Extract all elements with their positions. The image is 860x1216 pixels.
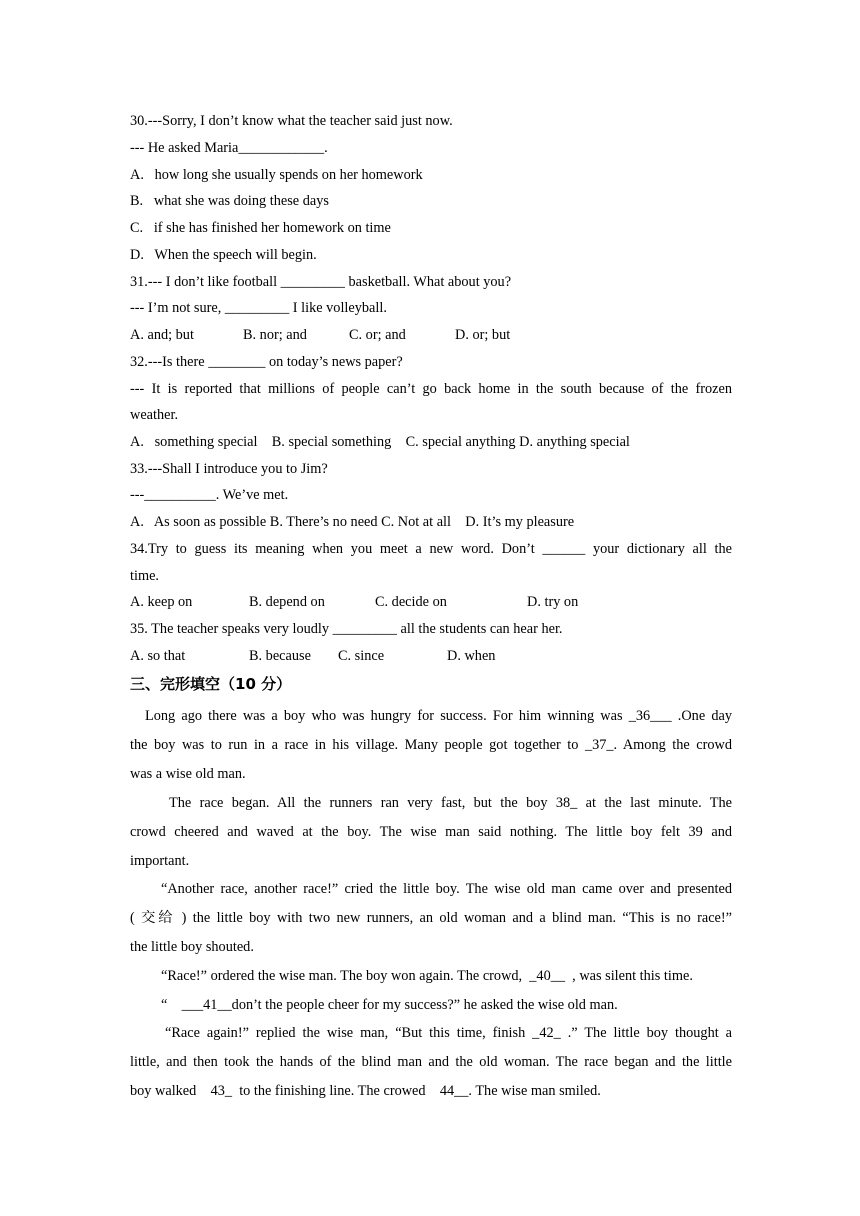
- q35-option-d: D. when: [447, 648, 496, 664]
- q30-option-c: C. if she has finished her homework on time: [130, 220, 391, 236]
- q33-reply: ---__________. We’ve met.: [130, 487, 289, 503]
- passage-line-14: boy walked 43_ to the finishing line. The crowed 44__. The wise man smiled.: [130, 1083, 601, 1099]
- q35-option-b: B. because: [249, 648, 311, 664]
- section-title-cloze: 三、完形填空（10 分）: [130, 675, 292, 693]
- passage-line-12: “Race again!” replied the wise man, “But this time, finish _42_ .” The little boy thought a: [165, 1025, 732, 1041]
- passage-line-13: little, and then took the hands of the blind man and the old woman. The race began and the little: [130, 1054, 732, 1070]
- q34-option-b: B. depend on: [249, 594, 325, 610]
- q35-option-c: C. since: [338, 648, 385, 664]
- q30-option-a: A. how long she usually spends on her homework: [130, 167, 423, 183]
- passage-line-6: important.: [130, 853, 190, 869]
- q34-option-d: D. try on: [527, 594, 579, 610]
- passage-line-5: crowd cheered and waved at the boy. The wise man said nothing. The little boy felt 39 and: [130, 824, 732, 840]
- q33-stem: 33.---Shall I introduce you to Jim?: [130, 461, 328, 477]
- q35-option-a: A. so that: [130, 648, 186, 664]
- q31-option-b: B. nor; and: [243, 327, 307, 343]
- q34-option-a: A. keep on: [130, 594, 193, 610]
- q31-reply: --- I’m not sure, _________ I like volleyball.: [130, 300, 387, 316]
- q33-options: A. As soon as possible B. There’s no need C. Not at all D. It’s my pleasure: [130, 514, 575, 530]
- q32-stem: 32.---Is there ________ on today’s news paper?: [130, 354, 403, 370]
- q31-stem: 31.--- I don’t like football _________ basketball. What about you?: [130, 274, 512, 290]
- passage-line-10: “Race!” ordered the wise man. The boy won again. The crowd, _40__ , was silent this time.: [161, 968, 693, 984]
- q30-option-d: D. When the speech will begin.: [130, 247, 317, 263]
- q31-option-d: D. or; but: [455, 327, 511, 343]
- passage-line-4: The race began. All the runners ran very fast, but the boy 38_ at the last minute. The: [169, 795, 732, 811]
- passage-line-2: the boy was to run in a race in his village. Many people got together to _37_. Among the crowd: [130, 737, 732, 753]
- q31-option-c: C. or; and: [349, 327, 406, 343]
- q34-option-c: C. decide on: [375, 594, 447, 610]
- passage-line-9: the little boy shouted.: [130, 939, 254, 955]
- q32-reply-line1: --- It is reported that millions of people can’t go back home in the south because of the frozen: [130, 381, 732, 397]
- q32-options: A. something special B. special something C. special anything D. anything special: [130, 434, 630, 450]
- passage-line-8: ( 交给 ) the little boy with two new runners, an old woman and a blind man. “This is no race!”: [130, 910, 732, 926]
- q30-option-b: B. what she was doing these days: [130, 193, 329, 209]
- q34-stem-line2: time.: [130, 568, 159, 584]
- passage-line-7: “Another race, another race!” cried the little boy. The wise old man came over and presented: [161, 881, 732, 897]
- q32-reply-line2: weather.: [130, 407, 179, 423]
- q31-option-a: A. and; but: [130, 327, 194, 343]
- passage-line-11: “ ___41__don’t the people cheer for my success?” he asked the wise old man.: [161, 997, 618, 1013]
- q30-reply: --- He asked Maria____________.: [130, 140, 328, 156]
- q30-stem: 30.---Sorry, I don’t know what the teacher said just now.: [130, 113, 453, 129]
- passage-line-1: Long ago there was a boy who was hungry for success. For him winning was _36___ .One day: [145, 708, 732, 724]
- q35-stem: 35. The teacher speaks very loudly _________ all the students can hear her.: [130, 621, 563, 637]
- q34-stem-line1: 34.Try to guess its meaning when you meet a new word. Don’t ______ your dictionary all the: [130, 541, 732, 557]
- passage-line-3: was a wise old man.: [130, 766, 246, 782]
